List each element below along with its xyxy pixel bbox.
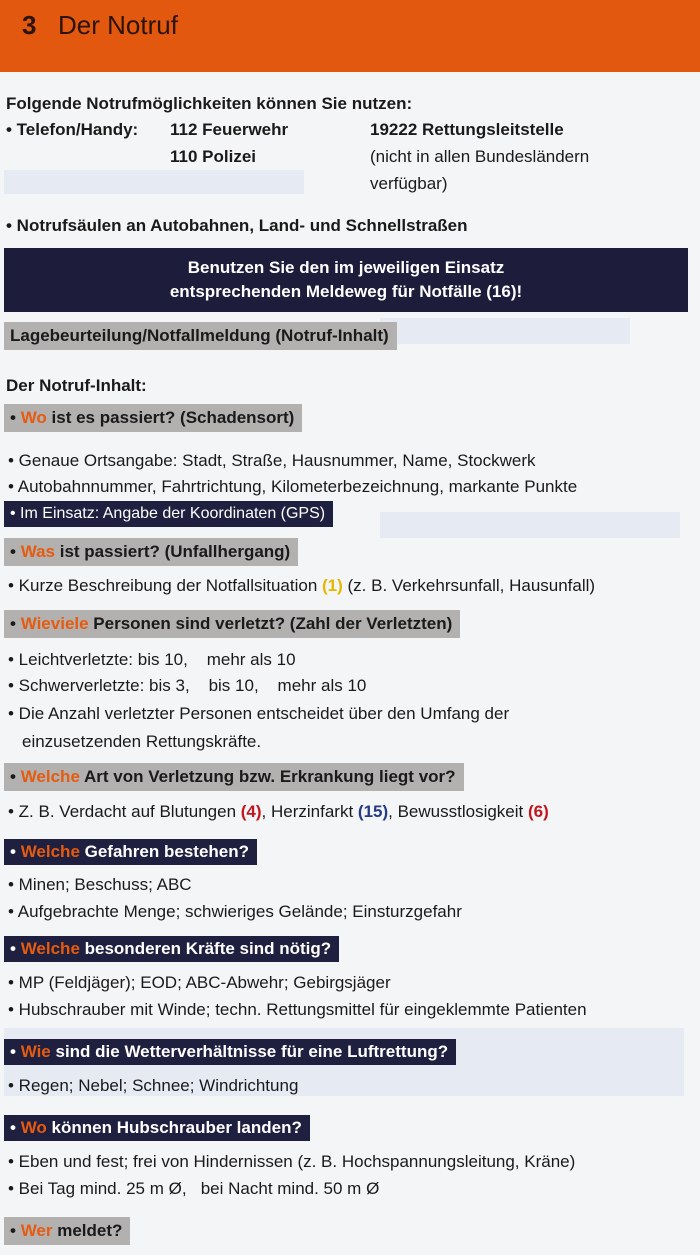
ref-15: (15) <box>357 802 389 821</box>
list-item: • Genaue Ortsangabe: Stadt, Straße, Hausnummer, Name, Stockwerk <box>8 451 536 470</box>
intro-lead: Folgende Notrufmöglichkeiten können Sie nutzen: <box>6 94 413 113</box>
heading-where: • Wo ist es passiert? (Schadensort) <box>4 404 302 432</box>
kw-howmany: Wieviele <box>20 614 89 633</box>
kw-what: Was <box>20 542 56 561</box>
list-item: • Bei Tag mind. 25 m Ø, bei Nacht mind. 50 m Ø <box>8 1179 380 1198</box>
list-item: • Kurze Beschreibung der Notfallsituation (1) (z. B. Verkehrsunfall, Hausunfall) <box>8 576 596 595</box>
kw-forces: Welche <box>20 939 80 958</box>
heading-who: • Wer meldet? <box>4 1217 130 1245</box>
list-item: • Die Anzahl verletzter Personen entscheidet über den Umfang der <box>8 704 510 723</box>
content-title: Der Notruf-Inhalt: <box>6 376 147 395</box>
list-item: • Schwerverletzte: bis 3, bis 10, mehr als 10 <box>8 676 367 695</box>
list-item: • Hubschrauber mit Winde; techn. Rettungsmittel für eingeklemmte Patienten <box>8 1000 587 1019</box>
kw-injury: Welche <box>20 767 80 786</box>
chapter-header <box>0 0 700 72</box>
heading-howmany: • Wieviele Personen sind verletzt? (Zahl der Verletzten) <box>4 610 460 638</box>
chapter-title: Der Notruf <box>58 10 178 40</box>
emergency-columns: • Notrufsäulen an Autobahnen, Land- und Schnellstraßen <box>6 216 468 235</box>
ref-1: (1) <box>322 576 343 595</box>
kw-dangers: Welche <box>20 842 80 861</box>
bleed-through <box>380 318 630 344</box>
banner-line-1: Benutzen Sie den im jeweiligen Einsatz <box>187 258 505 277</box>
phone-label: • Telefon/Handy: <box>6 120 139 139</box>
bleed-through <box>380 512 680 538</box>
list-item: • Regen; Nebel; Schnee; Windrichtung <box>8 1076 299 1095</box>
kw-landing: Wo <box>20 1118 47 1137</box>
police-number: 110 Polizei <box>170 147 256 166</box>
assessment-heading: Lagebeurteilung/Notfallmeldung (Notruf-Inhalt) <box>4 322 397 350</box>
heading-dangers: • Welche Gefahren bestehen? <box>4 839 257 865</box>
list-item: • Minen; Beschuss; ABC <box>8 875 192 894</box>
list-item: • Eben und fest; frei von Hindernissen (z. B. Hochspannungsleitung, Kräne) <box>8 1152 576 1171</box>
list-item: • Autobahnnummer, Fahrtrichtung, Kilometerbezeichnung, markante Punkte <box>8 477 578 496</box>
rescue-note-2: verfügbar) <box>370 174 448 193</box>
heading-forces: • Welche besonderen Kräfte sind nötig? <box>4 936 339 962</box>
chapter-number: 3 <box>22 10 37 40</box>
list-item: • Aufgebrachte Menge; schwieriges Gelände; Einsturzgefahr <box>8 902 462 921</box>
fire-number: 112 Feuerwehr <box>170 120 289 139</box>
banner-line-2: entsprechenden Meldeweg für Notfälle (16)! <box>169 282 523 301</box>
rescue-number: 19222 Rettungsleitstelle <box>370 120 564 139</box>
list-item: • Z. B. Verdacht auf Blutungen (4), Herzinfarkt (15), Bewusstlosigkeit (6) <box>8 802 549 821</box>
heading-landing: • Wo können Hubschrauber landen? <box>4 1115 310 1141</box>
list-item-cont: einzusetzenden Rettungskräfte. <box>22 732 262 751</box>
list-item: • Leichtverletzte: bis 10, mehr als 10 <box>8 650 296 669</box>
rescue-note-1: (nicht in allen Bundesländern <box>370 147 590 166</box>
list-item: • MP (Feldjäger); EOD; ABC-Abwehr; Gebirgsjäger <box>8 973 391 992</box>
kw-who: Wer <box>20 1221 53 1240</box>
kw-where: Wo <box>20 408 47 427</box>
gps-note: • Im Einsatz: Angabe der Koordinaten (GPS) <box>4 501 333 527</box>
bleed-through <box>4 170 304 194</box>
kw-weather: Wie <box>20 1042 51 1061</box>
reporting-banner <box>4 248 688 312</box>
heading-what: • Was ist passiert? (Unfallhergang) <box>4 538 298 566</box>
heading-injury: • Welche Art von Verletzung bzw. Erkrankung liegt vor? <box>4 763 464 791</box>
heading-weather: • Wie sind die Wetterverhältnisse für eine Luftrettung? <box>4 1039 456 1065</box>
ref-6: (6) <box>527 802 549 821</box>
ref-4: (4) <box>240 802 262 821</box>
